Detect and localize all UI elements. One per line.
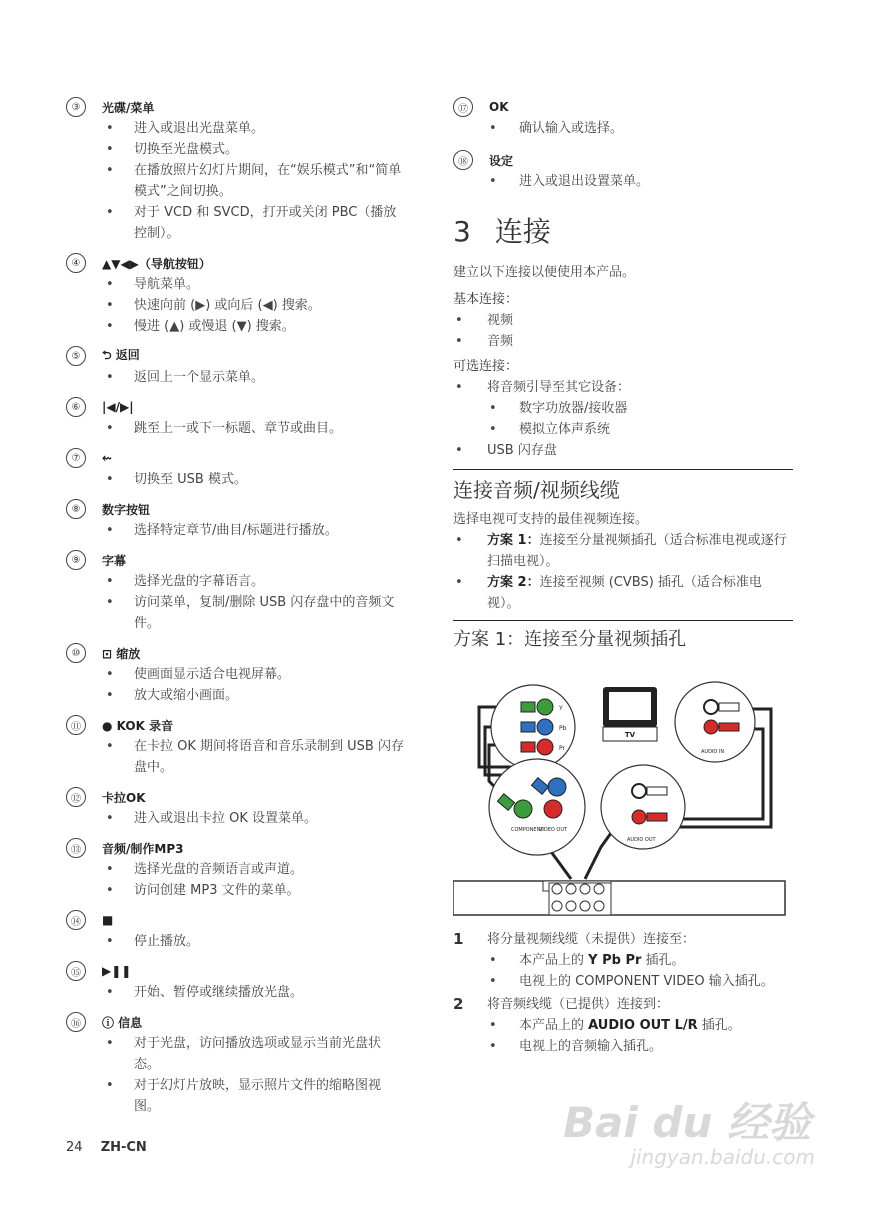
list-item <box>453 572 793 614</box>
bullet-list <box>66 982 406 1003</box>
menu-entry <box>453 149 793 192</box>
step-2 <box>453 994 793 1015</box>
bullet-list <box>66 859 406 901</box>
callout-number: ⑤ <box>66 346 86 366</box>
steps <box>453 929 793 1057</box>
menu-entry <box>66 396 406 439</box>
page-number: 24 <box>66 1140 83 1155</box>
jack-name: Y Pb Pr <box>588 953 642 968</box>
plan-list <box>453 530 793 614</box>
entry-heading <box>66 786 406 808</box>
entry-title: 音频/制作MP3 <box>102 841 184 856</box>
bullet-list <box>66 571 406 634</box>
callout-number: ⑨ <box>66 550 86 570</box>
optional-list <box>453 377 793 461</box>
list-item: • 跳至上一或下一标题、章节或曲目。 <box>66 418 406 439</box>
list-item: • 选择特定章节/曲目/标题进行播放。 <box>66 520 406 541</box>
bullet-list <box>66 931 406 952</box>
page-footer <box>66 1140 147 1155</box>
plan2-text: 连接至视频 (CVBS) 插孔（适合标准电视）。 <box>487 575 762 611</box>
plan2-label: 方案 2： <box>487 575 540 590</box>
entry-heading <box>66 498 406 520</box>
language-code: ZH-CN <box>100 1140 147 1155</box>
component-label: COMPONENT <box>511 827 544 833</box>
entry-heading <box>453 149 793 171</box>
menu-entry <box>66 549 406 634</box>
callout-number: ③ <box>66 97 86 117</box>
list-item <box>453 950 793 971</box>
menu-entry <box>66 714 406 778</box>
list-item: • 数字功放器/接收器 <box>453 398 793 419</box>
list-item: • 视频 <box>453 310 793 331</box>
section-intro: 建立以下连接以便使用本产品。 <box>453 265 636 280</box>
menu-entry <box>66 345 406 388</box>
text: 插孔。 <box>697 1018 741 1033</box>
text: 本产品上的 <box>519 1018 589 1033</box>
bullet-list <box>66 1033 406 1117</box>
menu-entry <box>66 960 406 1003</box>
entry-title: ⇜ <box>102 451 113 465</box>
subsection-title: 连接音频/视频线缆 <box>453 469 793 503</box>
bullet-list <box>66 367 406 388</box>
menu-entry <box>66 447 406 490</box>
list-item <box>453 971 793 992</box>
callout-number: ⑭ <box>66 910 86 930</box>
video-out-label: VIDEO OUT <box>539 827 568 833</box>
bullet-list <box>66 520 406 541</box>
callout-number: ⑪ <box>66 715 86 735</box>
list-item: • 对于 VCD 和 SVCD，打开或关闭 PBC（播放控制）。 <box>66 202 406 244</box>
label-y: Y <box>559 705 563 712</box>
list-item: • 访问菜单，复制/删除 USB 闪存盘中的音频文件。 <box>66 592 406 634</box>
optional-label: 可选连接： <box>453 359 519 374</box>
text: 电视上的音频输入插孔。 <box>519 1039 663 1054</box>
entry-title: ▲▼◀▶（导航按钮） <box>102 256 211 271</box>
watermark-logo: Bai du 经验 <box>563 1098 811 1147</box>
entry-title: OK <box>489 100 509 114</box>
step-number: 1 <box>453 930 464 948</box>
entry-title: ▶❚❚ <box>102 964 132 978</box>
callout-number: ⑱ <box>453 150 473 170</box>
list-item: • 在播放照片幻灯片期间，在“娱乐模式”和“简单模式”之间切换。 <box>66 160 406 202</box>
subsection-intro: 选择电视可支持的最佳视频连接。 <box>453 512 649 527</box>
step-number: 2 <box>453 995 464 1013</box>
list-item: • 音频 <box>453 331 793 352</box>
section-heading <box>453 210 793 250</box>
list-item: • 进入或退出卡拉 OK 设置菜单。 <box>66 808 406 829</box>
entry-title: 设定 <box>489 153 514 168</box>
basic-list <box>453 310 793 352</box>
entry-heading <box>66 447 406 469</box>
menu-entry <box>66 252 406 337</box>
entry-heading <box>66 252 406 274</box>
plan1-label: 方案 1： <box>487 533 540 548</box>
list-item: • 确认输入或选择。 <box>453 118 793 139</box>
menu-entry <box>66 909 406 952</box>
callout-number: ⑦ <box>66 448 86 468</box>
list-item: • 选择光盘的音频语言或声道。 <box>66 859 406 880</box>
entry-heading <box>66 714 406 736</box>
tv-label: TV <box>624 731 636 739</box>
left-column <box>66 96 406 1125</box>
list-item: • 使画面显示适合电视屏幕。 <box>66 664 406 685</box>
bullet-list <box>66 664 406 706</box>
bullet-list <box>66 118 406 244</box>
menu-entry <box>66 642 406 706</box>
entry-title: 字幕 <box>102 553 127 568</box>
list-item: • 对于光盘，访问播放选项或显示当前光盘状态。 <box>66 1033 406 1075</box>
list-item: • 选择光盘的字幕语言。 <box>66 571 406 592</box>
list-item: • 对于幻灯片放映，显示照片文件的缩略图视图。 <box>66 1075 406 1117</box>
plan1-text: 连接至分量视频插孔（适合标准电视或逐行扫描电视）。 <box>487 533 787 569</box>
right-column <box>453 96 793 1057</box>
entry-title: 光碟/菜单 <box>102 100 155 115</box>
entry-title: ● KOK 录音 <box>102 718 174 733</box>
list-item: • USB 闪存盘 <box>453 440 793 461</box>
bullet-list <box>453 118 793 139</box>
audio-in-label: AUDIO IN <box>701 749 725 755</box>
step-text: 将音频线缆（已提供）连接到： <box>487 997 670 1012</box>
plan1-heading: 方案 1：连接至分量视频插孔 <box>453 620 793 651</box>
callout-number: ④ <box>66 253 86 273</box>
entry-title: |◀/▶| <box>102 400 134 414</box>
list-item: • 模拟立体声系统 <box>453 419 793 440</box>
step-1-list <box>453 950 793 992</box>
list-item: • 开始、暂停或继续播放光盘。 <box>66 982 406 1003</box>
list-item: • 将音频引导至其它设备： <box>453 377 793 398</box>
bullet-list <box>66 274 406 337</box>
bullet-list <box>453 171 793 192</box>
list-item: • 进入或退出光盘菜单。 <box>66 118 406 139</box>
list-item: • 快速向前 (▶) 或向后 (◀) 搜索。 <box>66 295 406 316</box>
bullet-list <box>66 736 406 778</box>
bullet-list <box>66 808 406 829</box>
entry-heading <box>66 345 406 367</box>
watermark-url: jingyan.baidu.com <box>630 1145 815 1169</box>
section-title: 连接 <box>494 215 551 248</box>
list-item: • 导航菜单。 <box>66 274 406 295</box>
menu-entry <box>66 1011 406 1117</box>
callout-number: ⑰ <box>453 97 473 117</box>
entry-heading <box>66 909 406 931</box>
entry-heading <box>66 960 406 982</box>
basic-label: 基本连接： <box>453 292 519 307</box>
entry-heading <box>66 642 406 664</box>
bullet-list <box>66 469 406 490</box>
entry-heading <box>453 96 793 118</box>
entry-title: 数字按钮 <box>102 502 151 517</box>
menu-entry <box>66 837 406 901</box>
entry-title: 卡拉OK <box>102 790 146 805</box>
menu-entry <box>453 96 793 139</box>
list-item: • 访问创建 MP3 文件的菜单。 <box>66 880 406 901</box>
step-1 <box>453 929 793 950</box>
callout-number: ⑮ <box>66 961 86 981</box>
list-item <box>453 530 793 572</box>
jack-name: AUDIO OUT L/R <box>588 1018 698 1033</box>
entry-title: ⓘ 信息 <box>102 1015 143 1030</box>
callout-number: ⑧ <box>66 499 86 519</box>
callout-number: ⑬ <box>66 838 86 858</box>
step-2-list <box>453 1015 793 1057</box>
list-item: • 进入或退出设置菜单。 <box>453 171 793 192</box>
list-item <box>453 1036 793 1057</box>
section-number: 3 <box>453 215 471 248</box>
menu-entry <box>66 498 406 541</box>
list-item: • 返回上一个显示菜单。 <box>66 367 406 388</box>
callout-number: ⑩ <box>66 643 86 663</box>
connection-diagram <box>453 657 793 917</box>
callout-number: ⑫ <box>66 787 86 807</box>
entry-heading <box>66 549 406 571</box>
list-item: • 切换至 USB 模式。 <box>66 469 406 490</box>
entry-title: ⮌ 返回 <box>102 347 140 362</box>
entry-title: ■ <box>102 913 114 927</box>
text: 电视上的 COMPONENT VIDEO 输入插孔。 <box>519 974 774 989</box>
list-item: • 切换至光盘模式。 <box>66 139 406 160</box>
entry-title: ⊡ 缩放 <box>102 646 141 661</box>
entry-heading <box>66 396 406 418</box>
list-item: • 放大或缩小画面。 <box>66 685 406 706</box>
label-pr: Pr <box>559 745 565 752</box>
step-text: 将分量视频线缆（未提供）连接至： <box>487 932 696 947</box>
entry-heading <box>66 837 406 859</box>
label-pb: Pb <box>559 725 567 732</box>
list-item: • 在卡拉 OK 期间将语音和音乐录制到 USB 闪存盘中。 <box>66 736 406 778</box>
bullet-list <box>66 418 406 439</box>
list-item: • 停止播放。 <box>66 931 406 952</box>
entry-heading <box>66 1011 406 1033</box>
menu-entry <box>66 96 406 244</box>
entry-heading <box>66 96 406 118</box>
list-item <box>453 1015 793 1036</box>
callout-number: ⑥ <box>66 397 86 417</box>
callout-number: ⑯ <box>66 1012 86 1032</box>
text: 插孔。 <box>641 953 685 968</box>
menu-entry <box>66 786 406 829</box>
text: 本产品上的 <box>519 953 589 968</box>
list-item: • 慢进 (▲) 或慢退 (▼) 搜索。 <box>66 316 406 337</box>
audio-out-label: AUDIO OUT <box>627 837 656 843</box>
